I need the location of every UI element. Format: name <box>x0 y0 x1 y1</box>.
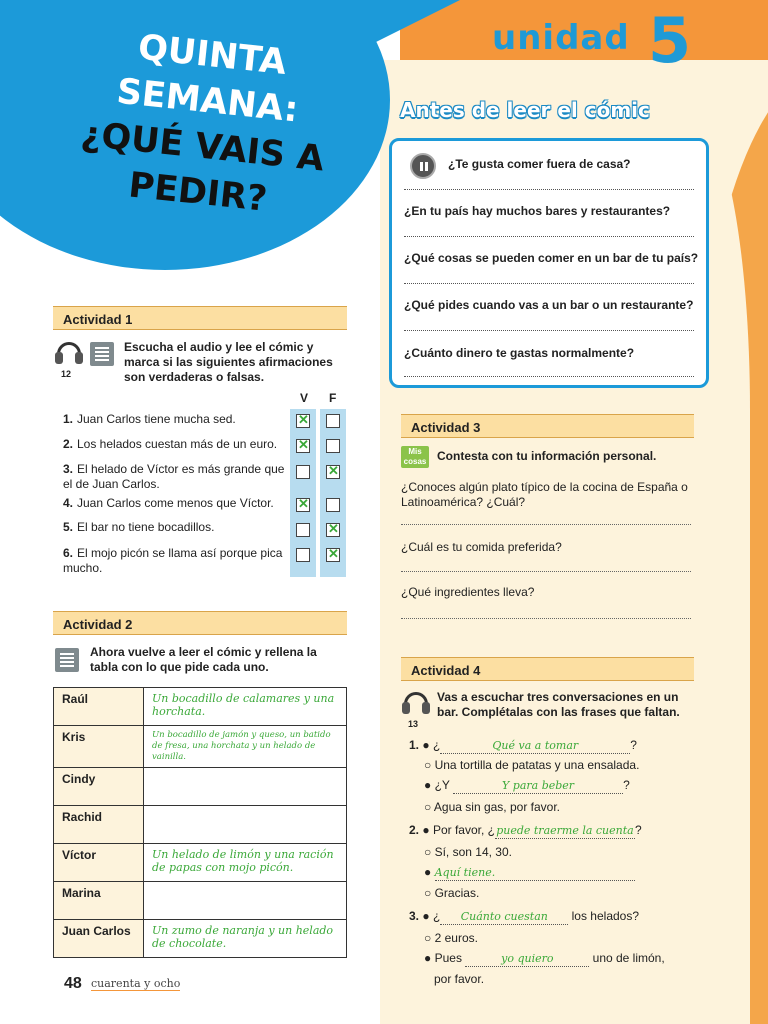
conversation-2-line-1: 2. ● Por favor, ¿puede traerme la cuenta? <box>409 823 642 837</box>
checkbox-true-1[interactable] <box>296 414 310 428</box>
activity-1-instruction: Escucha el audio y lee el cómic y marca si las siguientes afirmaciones son verdaderas o falsas. <box>124 340 333 384</box>
unit-label: unidad <box>492 18 630 58</box>
activity-2-header: Actividad 2 <box>53 611 347 635</box>
question: ¿Qué cosas se pueden comer en un bar de tu país? <box>404 251 699 265</box>
statement-4: 4. Juan Carlos come menos que Víctor. <box>63 496 274 510</box>
order-table <box>53 687 347 958</box>
personal-question: ¿Qué ingredientes lleva? <box>401 585 535 599</box>
checkbox-false-2[interactable] <box>326 439 340 453</box>
page-number-words: cuarenta y ocho <box>91 977 181 990</box>
activity-1-header: Actividad 1 <box>53 306 347 330</box>
page-title: QUINTA SEMANA: ¿QUÉ VAIS A PEDIR? <box>79 27 326 220</box>
order-answer[interactable] <box>144 806 347 844</box>
checkbox-false-5[interactable] <box>326 523 340 537</box>
table-row <box>54 726 347 768</box>
answer-line[interactable] <box>401 524 691 525</box>
statement-3: 3. El helado de Víctor es más grande que el de Juan Carlos. <box>63 462 285 491</box>
conversation-2-line-4: ○ Gracias. <box>424 886 480 900</box>
order-answer[interactable]: Un bocadillo de jamón y queso, un batido de fresa, una horchata y un helado de vainilla. <box>144 726 347 768</box>
conversation-3-line-4: por favor. <box>434 972 485 986</box>
checkbox-true-6[interactable] <box>296 548 310 562</box>
pause-icon <box>410 153 436 179</box>
order-answer[interactable]: Un zumo de naranja y un helado de chocolate. <box>144 920 347 958</box>
statement-2: 2. Los helados cuestan más de un euro. <box>63 437 278 451</box>
conversation-3-line-2: ○ 2 euros. <box>424 931 478 945</box>
answer-line[interactable] <box>404 189 694 190</box>
activity-2-instruction: Ahora vuelve a leer el cómic y rellena la tabla con lo que pide cada uno. <box>90 645 317 674</box>
table-row <box>54 882 347 920</box>
table-row <box>54 806 347 844</box>
fill-blank[interactable]: Qué va a tomar <box>440 738 630 754</box>
checkbox-true-4[interactable] <box>296 498 310 512</box>
table-row <box>54 844 347 882</box>
fill-blank[interactable]: Cuánto cuestan <box>440 909 568 925</box>
track-number: 12 <box>61 369 72 379</box>
false-header: F <box>329 391 337 405</box>
question: ¿Cuánto dinero te gastas normalmente? <box>404 346 635 360</box>
conversation-1-line-4: ○ Agua sin gas, por favor. <box>424 800 560 814</box>
conversation-1-line-3: ● ¿Y Y para beber ? <box>424 778 630 792</box>
page-number: 48 <box>64 975 82 992</box>
personal-question: ¿Conoces algún plato típico de la cocina de España o Latinoamérica? ¿Cuál? <box>401 480 688 509</box>
statement-1: 1. Juan Carlos tiene mucha sed. <box>63 412 236 426</box>
person-name: Víctor <box>54 844 144 882</box>
statement-5: 5. El bar no tiene bocadillos. <box>63 520 215 534</box>
conversation-1-line-1: 1. ● ¿ Qué va a tomar ? <box>409 738 637 752</box>
headphones-icon <box>402 692 430 714</box>
activity-3-header: Actividad 3 <box>401 414 694 438</box>
track-number: 13 <box>408 719 419 729</box>
answer-line[interactable] <box>401 618 691 619</box>
personal-question: ¿Cuál es tu comida preferida? <box>401 540 562 554</box>
checkbox-true-3[interactable] <box>296 465 310 479</box>
headphones-icon <box>55 342 83 364</box>
answer-line[interactable] <box>401 571 691 572</box>
person-name: Cindy <box>54 768 144 806</box>
question: ¿Te gusta comer fuera de casa? <box>448 157 631 171</box>
mis-cosas-badge: Mis cosas <box>401 446 429 468</box>
activity-4-instruction: Vas a escuchar tres conversaciones en un bar. Complétalas con las frases que faltan. <box>437 690 680 719</box>
person-name: Kris <box>54 726 144 768</box>
fill-blank[interactable]: Aquí tiene. <box>435 865 635 881</box>
conversation-2-line-2: ○ Sí, son 14, 30. <box>424 845 512 859</box>
answer-line[interactable] <box>404 236 694 237</box>
fill-blank[interactable]: puede traerme la cuenta <box>496 824 634 837</box>
section-title-antes: Antes de leer el cómic <box>400 98 650 122</box>
person-name: Rachid <box>54 806 144 844</box>
order-answer[interactable] <box>144 882 347 920</box>
checkbox-true-2[interactable] <box>296 439 310 453</box>
activity-4-header: Actividad 4 <box>401 657 694 681</box>
person-name: Juan Carlos <box>54 920 144 958</box>
checkbox-true-5[interactable] <box>296 523 310 537</box>
table-row <box>54 688 347 726</box>
activity-3-instruction: Contesta con tu información personal. <box>437 449 657 463</box>
unit-number: 5 <box>648 4 692 77</box>
person-name: Raúl <box>54 688 144 726</box>
table-row <box>54 920 347 958</box>
true-header: V <box>300 391 309 405</box>
checkbox-false-4[interactable] <box>326 498 340 512</box>
statement-6: 6. El mojo picón se llama así porque pica mucho. <box>63 546 283 575</box>
fill-blank[interactable]: Y para beber <box>453 778 623 794</box>
document-icon <box>90 342 114 366</box>
pre-reading-questions-box <box>389 138 709 388</box>
order-answer[interactable]: Un helado de limón y una ración de papas con mojo picón. <box>144 844 347 882</box>
answer-line[interactable] <box>404 283 694 284</box>
checkbox-false-1[interactable] <box>326 414 340 428</box>
person-name: Marina <box>54 882 144 920</box>
document-icon <box>55 648 79 672</box>
conversation-3-line-1: 3. ● ¿ Cuánto cuestan los helados? <box>409 909 640 923</box>
checkbox-false-3[interactable] <box>326 465 340 479</box>
question: ¿En tu país hay muchos bares y restaurantes? <box>404 204 671 218</box>
question: ¿Qué pides cuando vas a un bar o un restaurante? <box>404 298 694 312</box>
checkbox-false-6[interactable] <box>326 548 340 562</box>
fill-blank[interactable]: yo quiero <box>465 951 589 967</box>
table-row <box>54 768 347 806</box>
conversation-1-line-2: ○ Una tortilla de patatas y una ensalada. <box>424 758 640 772</box>
conversation-2-line-3: ● Aquí tiene. <box>424 865 635 881</box>
conversation-3-line-3: ● Pues yo quiero uno de limón, <box>424 951 665 965</box>
answer-line[interactable] <box>404 330 694 331</box>
order-answer[interactable]: Un bocadillo de calamares y una horchata. <box>144 688 347 726</box>
answer-line[interactable] <box>404 376 694 377</box>
order-answer[interactable] <box>144 768 347 806</box>
